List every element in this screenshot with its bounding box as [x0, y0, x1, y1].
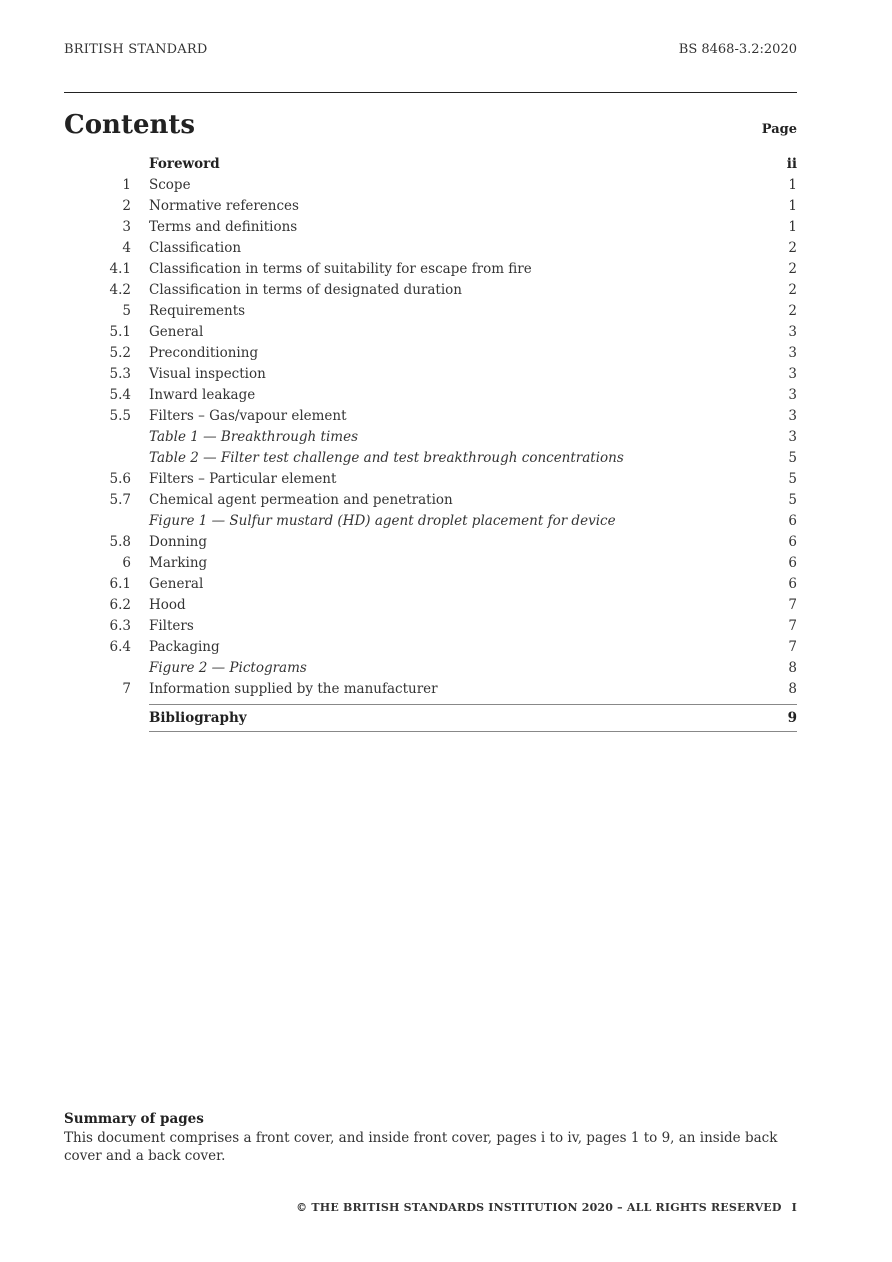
toc-entry-number: 5.2 [109, 345, 131, 361]
toc-entry-label: Information supplied by the manufacturer [149, 681, 438, 697]
toc-entry-page: 7 [788, 618, 797, 634]
toc-entry-label: Requirements [149, 303, 246, 319]
toc-entry-number: 6 [122, 555, 131, 571]
toc-entry-page: 6 [788, 513, 797, 529]
summary-title: Summary of pages [64, 1111, 204, 1127]
toc-entry[interactable] [64, 385, 797, 406]
footer-page-number: I [791, 1201, 797, 1214]
toc-entry[interactable] [64, 301, 797, 322]
toc-entry-page: 3 [788, 429, 797, 445]
toc-entry[interactable] [64, 616, 797, 637]
toc-entry[interactable] [64, 427, 797, 448]
toc-entry-number: 5.3 [109, 366, 131, 382]
toc-entry-number: 7 [122, 681, 131, 697]
toc-entry-page: 5 [788, 450, 797, 466]
toc-entry-page: 3 [788, 408, 797, 424]
toc-entry-label: Hood [149, 597, 186, 613]
toc-entry[interactable] [64, 679, 797, 700]
copyright-text: © THE BRITISH STANDARDS INSTITUTION 2020 – ALL RIGHTS RESERVED [296, 1201, 782, 1214]
toc-entry-page: 1 [788, 219, 797, 235]
toc-entry-page: 6 [788, 555, 797, 571]
toc-entry-number: 5 [122, 303, 131, 319]
toc-entry-number: 1 [122, 177, 131, 193]
toc-entry-page: 2 [788, 261, 797, 277]
page-title: Contents [64, 110, 196, 140]
toc-entry-page: 3 [788, 366, 797, 382]
toc-entry[interactable] [64, 364, 797, 385]
toc-entry-label: Foreword [149, 156, 220, 172]
toc-entry-number: 4.2 [109, 282, 131, 298]
toc-entry[interactable] [64, 406, 797, 427]
toc-entry-label: Bibliography [149, 710, 247, 726]
toc-entry-page: 2 [788, 282, 797, 298]
toc-entry-label: Filters – Gas/vapour element [149, 408, 347, 424]
toc-entry[interactable] [64, 280, 797, 301]
toc-entry-label: Table 1 — Breakthrough times [149, 429, 358, 445]
toc-entry-label: Table 2 — Filter test challenge and test breakthrough concentrations [149, 450, 624, 466]
toc-entry[interactable] [64, 595, 797, 616]
header-right: BS 8468-3.2:2020 [678, 42, 797, 57]
toc-entry[interactable] [64, 637, 797, 658]
toc-entry[interactable] [64, 343, 797, 364]
toc-entry[interactable] [64, 259, 797, 280]
toc-entry-page: 1 [788, 177, 797, 193]
toc-entry-label: Visual inspection [149, 366, 266, 382]
toc-entry-label: Scope [149, 177, 191, 193]
toc-entry-page: 1 [788, 198, 797, 214]
toc-entry-number: 5.1 [109, 324, 131, 340]
toc-entry-number: 4.1 [109, 261, 131, 277]
toc-entry-number: 3 [122, 219, 131, 235]
toc-entry-label: Filters [149, 618, 194, 634]
toc-entry-number: 5.7 [109, 492, 131, 508]
toc-entry-number: 5.8 [109, 534, 131, 550]
toc-entry-label: Chemical agent permeation and penetration [149, 492, 453, 508]
toc-entry-label: Figure 2 — Pictograms [149, 660, 307, 676]
header-left: BRITISH STANDARD [64, 42, 208, 57]
header-rule [64, 92, 797, 93]
toc-entry[interactable] [64, 196, 797, 217]
toc-entry[interactable] [64, 175, 797, 196]
toc-entry[interactable] [64, 238, 797, 259]
toc-entry-page: 6 [788, 534, 797, 550]
toc-entry-page: 3 [788, 387, 797, 403]
toc-entry[interactable] [64, 532, 797, 553]
toc-entry-label: Classification in terms of designated duration [149, 282, 462, 298]
toc-entry-bibliography[interactable] [149, 704, 797, 732]
toc-entry[interactable] [64, 658, 797, 679]
toc-entry-page: 2 [788, 240, 797, 256]
toc-entry-page: 6 [788, 576, 797, 592]
toc-entry-page: 3 [788, 324, 797, 340]
toc-entry[interactable] [64, 511, 797, 532]
toc-entry-label: Normative references [149, 198, 299, 214]
toc-entry-number: 6.4 [109, 639, 131, 655]
toc-entry-number: 5.4 [109, 387, 131, 403]
toc-entry-page: 7 [788, 639, 797, 655]
toc-entry[interactable] [64, 553, 797, 574]
toc-entry-page: 5 [788, 471, 797, 487]
toc-entry[interactable] [64, 469, 797, 490]
toc-entry-label: Figure 1 — Sulfur mustard (HD) agent droplet placement for device [149, 513, 616, 529]
toc-entry-label: General [149, 576, 204, 592]
toc-entry-label: Donning [149, 534, 207, 550]
footer [296, 1201, 797, 1214]
toc-entry-label: Classification in terms of suitability for escape from fire [149, 261, 532, 277]
toc-entry-page: 8 [788, 681, 797, 697]
toc-entry[interactable] [64, 574, 797, 595]
toc-entry-label: Inward leakage [149, 387, 256, 403]
toc-entry[interactable] [64, 322, 797, 343]
toc-entry-page: 9 [787, 710, 797, 726]
toc-entry[interactable] [64, 217, 797, 238]
toc-entry-page: 2 [788, 303, 797, 319]
page-column-label: Page [761, 122, 797, 137]
toc-entry-label: General [149, 324, 204, 340]
toc-entry[interactable] [64, 154, 797, 175]
toc-entry[interactable] [64, 490, 797, 511]
toc-entry-label: Filters – Particular element [149, 471, 337, 487]
table-of-contents [64, 154, 797, 732]
toc-entry-number: 6.2 [109, 597, 131, 613]
toc-entry-number: 5.5 [109, 408, 131, 424]
toc-entry-number: 5.6 [109, 471, 131, 487]
toc-entry-page: ii [786, 156, 797, 172]
summary-text: This document comprises a front cover, and inside front cover, pages i to iv, pages 1 to 9, an inside back cover and a back cover. [64, 1130, 778, 1164]
toc-entry-label: Marking [149, 555, 208, 571]
toc-entry-label: Packaging [149, 639, 220, 655]
toc-entry-label: Classification [149, 240, 242, 256]
toc-entry-number: 2 [122, 198, 131, 214]
toc-entry-label: Preconditioning [149, 345, 259, 361]
toc-entry-page: 7 [788, 597, 797, 613]
toc-entry[interactable] [64, 448, 797, 469]
toc-entry-number: 6.3 [109, 618, 131, 634]
toc-entry-label: Terms and definitions [149, 219, 298, 235]
toc-entry-page: 8 [788, 660, 797, 676]
toc-entry-page: 5 [788, 492, 797, 508]
toc-entry-number: 4 [122, 240, 131, 256]
toc-entry-page: 3 [788, 345, 797, 361]
toc-entry-number: 6.1 [109, 576, 131, 592]
